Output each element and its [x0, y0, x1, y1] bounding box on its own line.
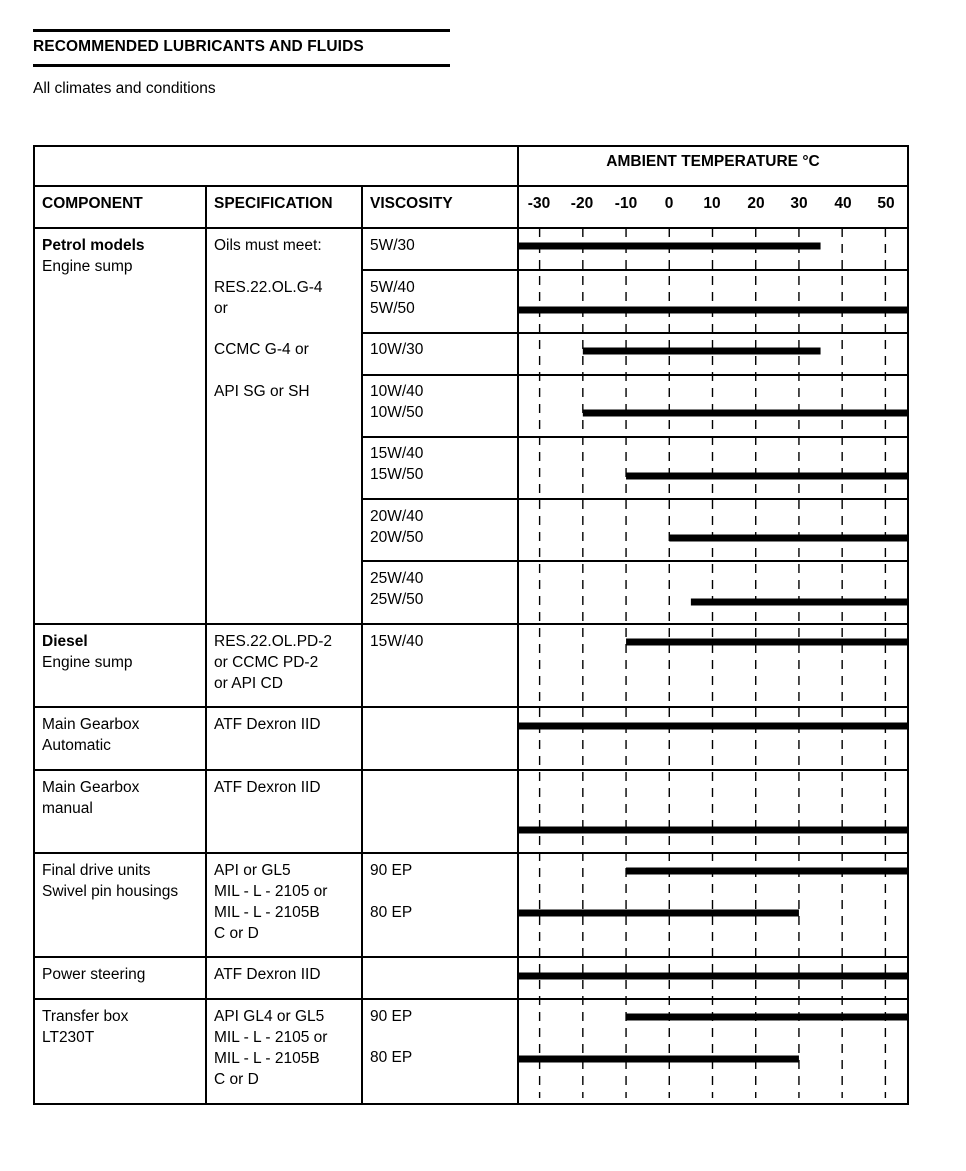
temperature-range-bar [518, 243, 821, 250]
temp-tick: 20 [747, 195, 765, 212]
temperature-range-bar [626, 868, 907, 875]
specification-text: ATF Dexron IID [214, 966, 321, 983]
temperature-range-bar [518, 910, 799, 917]
specification-text: RES.22.OL.PD-2 or CCMC PD-2 or API CD [214, 633, 333, 692]
viscosity-grade: 5W/30 [370, 237, 415, 254]
component-name: Petrol models [42, 237, 145, 254]
viscosity-grade: 5W/40 5W/50 [370, 279, 415, 317]
temperature-range-bar [518, 827, 907, 834]
temperature-range-bar [583, 348, 821, 355]
temperature-range-bar [518, 1056, 799, 1063]
temp-tick: 10 [703, 195, 721, 212]
temperature-range-bar [626, 473, 907, 480]
temperature-range-bar [691, 599, 907, 606]
component-detail: Engine sump [42, 258, 133, 275]
component-detail: Engine sump [42, 654, 133, 671]
temp-tick: 0 [664, 195, 674, 212]
page-title: RECOMMENDED LUBRICANTS AND FLUIDS [33, 38, 364, 55]
specification-column-header: SPECIFICATION [214, 195, 333, 212]
specification-text: CCMC G-4 or [214, 341, 309, 358]
temp-tick: 40 [834, 195, 852, 212]
temperature-range-bar [626, 639, 907, 646]
temperature-range-bar [583, 410, 907, 417]
page-subtitle: All climates and conditions [33, 80, 216, 97]
temperature-range-bar [626, 1014, 907, 1021]
component-column-header: COMPONENT [42, 195, 143, 212]
temperature-range-bar [669, 535, 907, 542]
viscosity-grade: 10W/30 [370, 341, 424, 358]
viscosity-grade: 15W/40 [370, 633, 424, 650]
temp-tick: 50 [877, 195, 895, 212]
specification-text: Oils must meet: [214, 237, 322, 254]
viscosity-column-header: VISCOSITY [370, 195, 453, 212]
temp-tick: -10 [614, 195, 638, 212]
specification-text: RES.22.OL.G-4 or [214, 279, 323, 317]
specification-text: API GL4 or GL5 MIL - L - 2105 or MIL - L - 2105B C or D [214, 1008, 328, 1088]
specification-text: API or GL5 MIL - L - 2105 or MIL - L - 2105B C or D [214, 862, 328, 942]
temperature-heading: AMBIENT TEMPERATURE °C [606, 153, 820, 170]
component-name: Main Gearbox Automatic [42, 716, 140, 754]
specification-text: API SG or SH [214, 383, 310, 400]
component-name: Power steering [42, 966, 146, 983]
temperature-range-bar [518, 973, 907, 980]
specification-text: ATF Dexron IID [214, 779, 321, 796]
component-name: Diesel [42, 633, 88, 650]
temp-tick: 30 [790, 195, 808, 212]
temp-tick: -20 [570, 195, 594, 212]
viscosity-grade: 10W/40 10W/50 [370, 383, 424, 421]
viscosity-grade: 80 EP [370, 904, 413, 921]
viscosity-grade: 20W/40 20W/50 [370, 508, 424, 546]
viscosity-grade: 80 EP [370, 1049, 413, 1066]
viscosity-grade: 90 EP [370, 862, 413, 879]
viscosity-grade: 15W/40 15W/50 [370, 445, 424, 483]
temperature-range-bar [518, 723, 907, 730]
component-name: Main Gearbox manual [42, 779, 140, 817]
component-name: Transfer box LT230T [42, 1008, 129, 1046]
specification-text: ATF Dexron IID [214, 716, 321, 733]
temperature-range-bar [518, 307, 907, 314]
temp-tick: -30 [527, 195, 551, 212]
viscosity-grade: 25W/40 25W/50 [370, 570, 424, 608]
component-name: Final drive units Swivel pin housings [42, 862, 179, 900]
viscosity-grade: 90 EP [370, 1008, 413, 1025]
